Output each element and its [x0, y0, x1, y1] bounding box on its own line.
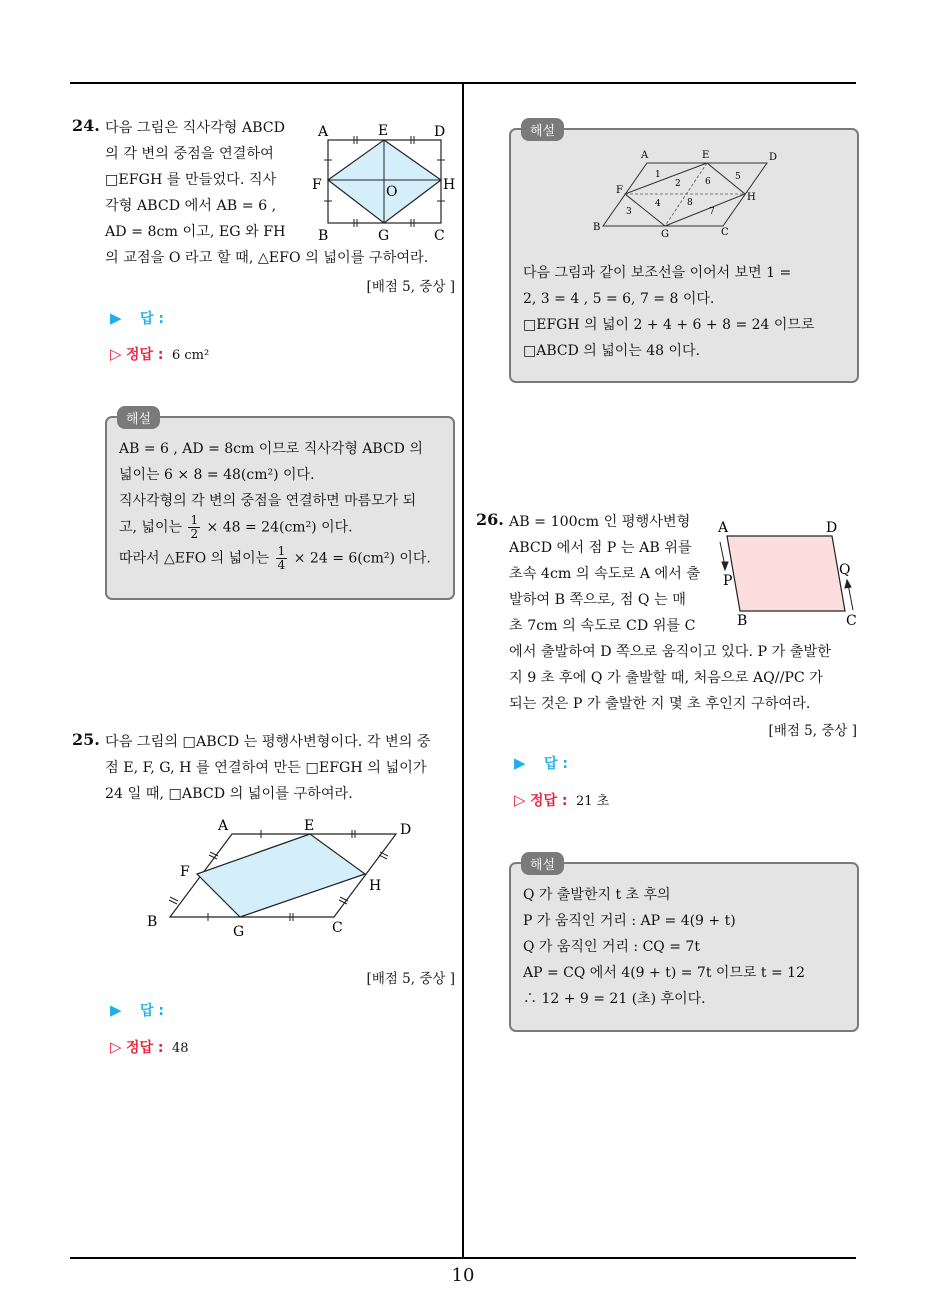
q25-line-2: 점 E, F, G, H 를 연결하여 만든 □EFGH 의 넓이가 [105, 760, 427, 776]
correct-label: 정답 : [530, 793, 568, 809]
q25-exp-label-f: F [616, 185, 623, 196]
q26-correct-answer: 21 초 [575, 794, 610, 809]
q26-line-3: 초속 4cm 의 속도로 A 에서 출 [509, 566, 701, 582]
q26-exp-line-5: ∴ 12 + 9 = 21 (초) 후이다. [523, 991, 706, 1007]
q25-label-c: C [332, 920, 343, 936]
q24-explanation-body [119, 436, 447, 572]
q24-number: 24. [72, 116, 100, 135]
q26-exp-line-1: Q 가 출발한지 t 초 후의 [523, 887, 671, 903]
q24-label-g: G [378, 228, 390, 244]
q24-exp-text-5a: 따라서 △EFO 의 넓이는 [119, 550, 270, 567]
center-divider [462, 82, 464, 1258]
q25-number: 25. [72, 730, 100, 749]
triangle-outline-icon: ▷ [514, 791, 526, 809]
answer-label: 답 : [140, 311, 164, 327]
q26-exp-line-4: AP = CQ 에서 4(9 + t) = 7t 이므로 t = 12 [523, 965, 806, 981]
q24-exp-line-3: 직사각형의 각 변의 중점을 연결하면 마름모가 되 [119, 493, 417, 509]
q25-label-h: H [369, 878, 382, 894]
q26-explanation-box [509, 858, 859, 1032]
q24-line-4: 각형 ABCD 에서 AB = 6 , [105, 198, 277, 214]
q24-line-2: 의 각 변의 중점을 연결하여 [105, 146, 274, 162]
q25-explanation-figure [589, 146, 789, 238]
q25-line-3: 24 일 때, □ABCD 의 넓이를 구하여라. [105, 786, 353, 802]
q24-explanation-box [105, 412, 455, 600]
q26-exp-line-3: Q 가 움직인 거리 : CQ = 7t [523, 939, 700, 955]
q24-explanation-tag: 해설 [117, 406, 160, 429]
q25-exp-label-e: E [702, 150, 710, 161]
triangle-outline-icon: ▷ [110, 345, 122, 363]
q26-line-5: 초 7cm 의 속도로 CD 위를 C [509, 618, 696, 634]
q25-explanation-tag: 해설 [521, 118, 564, 141]
q26-number: 26. [476, 510, 504, 529]
q25-exp-region-8: 8 [687, 198, 693, 208]
q25-exp-line-1: 다음 그림과 같이 보조선을 이어서 보면 1 = [523, 265, 792, 281]
q25-label-g: G [233, 924, 245, 940]
q25-exp-label-d: D [769, 152, 778, 163]
q26-correct-row [514, 790, 609, 810]
triangle-filled-icon: ▶ [110, 1001, 122, 1019]
q24-line-1: 다음 그림은 직사각형 ABCD [105, 120, 286, 136]
q25-figure [140, 812, 425, 940]
q25-exp-label-g: G [661, 229, 669, 238]
q24-exp-line-2: 넓이는 6 × 8 = 48(cm²) 이다. [119, 467, 315, 483]
q25-exp-region-5: 5 [735, 172, 741, 182]
q26-label-a: A [718, 520, 729, 536]
page-number: 10 [451, 1265, 475, 1286]
q26-label-q: Q [839, 562, 851, 578]
q25-exp-region-1: 1 [655, 170, 661, 180]
q26-answer-row[interactable] [514, 753, 568, 773]
q24-fraction-quarter: $\frac{1}{4}$ [277, 544, 286, 572]
q26-explanation-body [523, 882, 851, 1012]
q24-figure [310, 118, 460, 246]
q25-score: [배점 5, 중상 ] [366, 971, 455, 987]
q25-correct-row [110, 1037, 189, 1057]
q26-line-8: 되는 것은 P 가 출발한 지 몇 초 후인지 구하여라. [509, 696, 811, 712]
q24-line-6: 의 교점을 O 라고 할 때, △EFO 의 넓이를 구하여라. [105, 250, 429, 266]
q25-exp-label-h: H [747, 192, 756, 203]
triangle-filled-icon: ▶ [514, 754, 526, 772]
q24-line-3: □EFGH 를 만들었다. 직사 [105, 172, 277, 188]
q25-exp-region-3: 3 [626, 207, 632, 217]
q24-label-d: D [434, 124, 446, 140]
q24-correct-answer: 6 cm² [171, 348, 210, 363]
q26-label-d: D [826, 520, 838, 536]
answer-label: 답 : [544, 756, 568, 772]
q25-text [105, 729, 460, 807]
q25-exp-region-2: 2 [675, 179, 681, 189]
q25-exp-label-a: A [641, 150, 649, 161]
q26-label-b: B [737, 613, 748, 629]
q25-label-d: D [400, 822, 412, 838]
q24-label-f: F [312, 177, 322, 193]
q24-answer-row[interactable] [110, 308, 164, 328]
q25-exp-line-4: □ABCD 의 넓이는 48 이다. [523, 343, 701, 359]
q25-explanation-body [523, 260, 851, 364]
q24-label-a: A [318, 124, 329, 140]
q24-label-h: H [443, 177, 456, 193]
q26-arrow-q [845, 580, 853, 610]
q25-label-a: A [218, 818, 229, 834]
triangle-outline-icon: ▷ [110, 1038, 122, 1056]
q24-correct-row [110, 344, 209, 364]
q25-label-e: E [304, 818, 315, 834]
q26-line-7: 지 9 초 후에 Q 가 출발할 때, 처음으로 AQ//PC 가 [509, 670, 823, 686]
q25-label-b: B [147, 914, 158, 930]
q26-parallelogram [727, 536, 845, 611]
q24-exp-line-1: AB = 6 , AD = 8cm 이므로 직사각형 ABCD 의 [119, 441, 423, 457]
q25-exp-line-2: 2, 3 = 4 , 5 = 6, 7 = 8 이다. [523, 291, 715, 307]
q26-line-6: 에서 출발하여 D 쪽으로 움직이고 있다. P 가 출발한 [509, 644, 831, 660]
q24-score: [배점 5, 중상 ] [366, 279, 455, 295]
q25-exp-label-b: B [593, 222, 601, 233]
q25-explanation-box [509, 124, 859, 383]
q26-line-2: ABCD 에서 점 P 는 AB 위를 [509, 540, 692, 556]
q26-explanation-tag: 해설 [521, 852, 564, 875]
q24-exp-line-5 [119, 545, 447, 572]
q26-line-4: 발하여 B 쪽으로, 점 Q 는 매 [509, 592, 686, 608]
q24-line-5: AD = 8cm 이고, EG 와 FH [105, 224, 286, 240]
q25-exp-region-4: 4 [655, 199, 661, 209]
q24-exp-text-5b: × 24 = 6(cm²) 이다. [293, 550, 431, 567]
triangle-filled-icon: ▶ [110, 309, 122, 327]
q25-line-1: 다음 그림의 □ABCD 는 평행사변형이다. 각 변의 중 [105, 734, 431, 750]
q25-exp-aux-lines [625, 163, 745, 226]
q25-exp-region-6: 6 [705, 177, 711, 187]
bottom-rule [70, 1257, 856, 1259]
q24-label-e: E [378, 123, 389, 139]
q26-figure [712, 514, 862, 632]
q24-exp-line-4 [119, 514, 447, 541]
q25-answer-row[interactable] [110, 1000, 164, 1020]
q26-label-c: C [846, 613, 857, 629]
q26-arrow-p [720, 542, 728, 570]
q26-score: [배점 5, 중상 ] [768, 723, 857, 739]
q24-fraction-half: $\frac{1}{2}$ [190, 513, 199, 541]
q24-label-b: B [318, 228, 329, 244]
q24-label-o: O [386, 184, 398, 200]
q26-line-1: AB = 100cm 인 평행사변형 [509, 514, 691, 530]
q25-exp-region-7: 7 [709, 207, 715, 217]
correct-label: 정답 : [126, 1040, 164, 1056]
q26-label-p: P [723, 573, 733, 589]
q24-exp-text-4a: 고, 넓이는 [119, 519, 182, 536]
q25-exp-label-c: C [721, 227, 729, 238]
answer-label: 답 : [140, 1003, 164, 1019]
q25-label-f: F [180, 864, 190, 880]
correct-label: 정답 : [126, 347, 164, 363]
q24-label-c: C [434, 228, 445, 244]
q26-exp-line-2: P 가 움직인 거리 : AP = 4(9 + t) [523, 913, 736, 929]
q25-exp-inner-quad [625, 163, 745, 226]
q25-correct-answer: 48 [171, 1041, 189, 1056]
q24-exp-text-4b: × 48 = 24(cm²) 이다. [206, 519, 353, 536]
q25-exp-line-3: □EFGH 의 넓이 2 + 4 + 6 + 8 = 24 이므로 [523, 317, 815, 333]
